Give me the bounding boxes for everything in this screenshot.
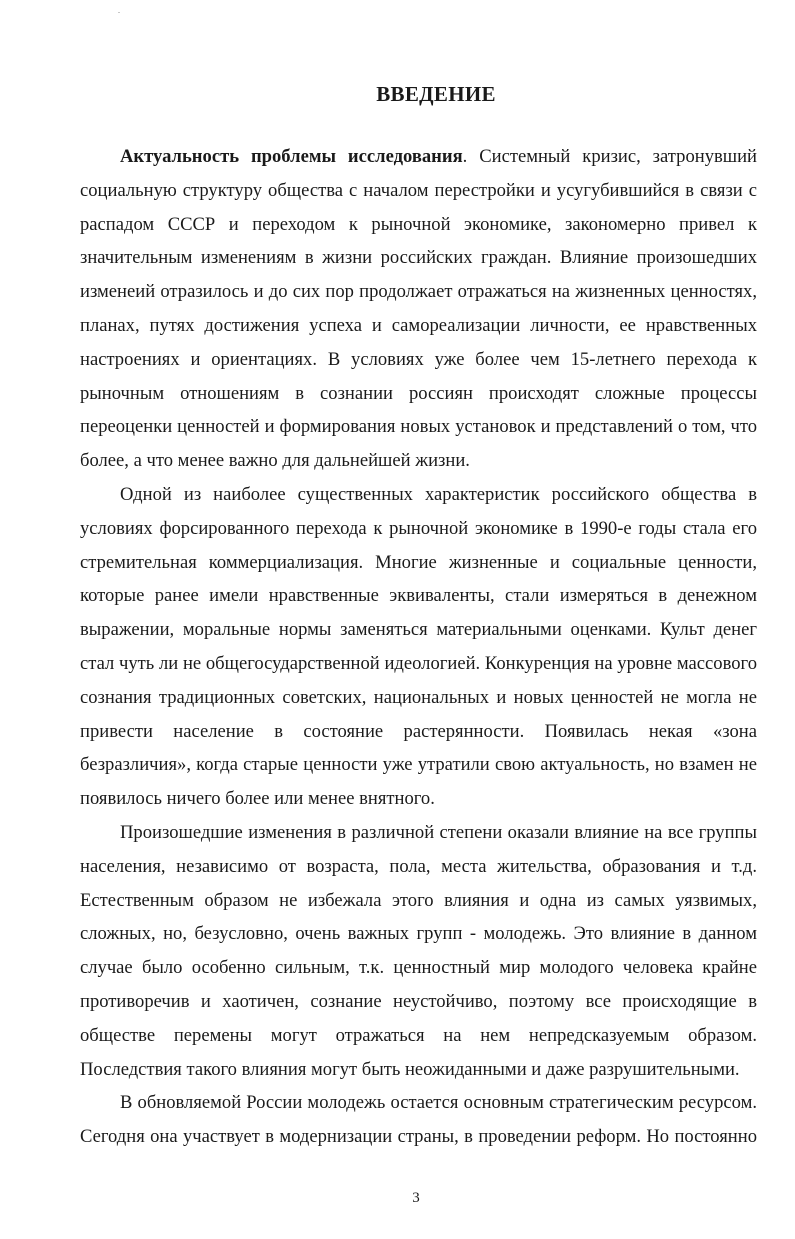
- paragraph-3: Произошедшие изменения в различной степени оказали влияние на все группы населения, независимо от возраста, пола, места жительства, образования и т.д. Естественным образом не избежала этого влияния и одна из самых уязвимых, сложных, но, безусловно, очень важных групп - молодежь. Это влияние в данном случае было особенно сильным, т.к. ценностный мир молодого человека крайне противоречив и хаотичен, сознание неустойчиво, поэтому все происходящие в обществе перемены могут отражаться на нем непредсказуемым образом. Последствия такого влияния могут быть неожиданными и даже разрушительными.: [80, 821, 757, 1080]
- paragraph-4: В обновляемой России молодежь остается основным стратегическим ресурсом. Сегодня она участвует в модернизации страны, в проведении реформ. Но постоянно: [80, 1092, 757, 1148]
- body-text: [80, 140, 757, 1154]
- page-number: 3: [412, 1190, 420, 1206]
- section-title: ВВЕДЕНИЕ: [376, 82, 496, 106]
- paragraph-text: . Системный кризис, затронувший социальную структуру общества с началом перестройки и усугубившийся в связи с распадом СССР и переходом к рыночной экономике, закономерно привел к значительным изменениям в жизни российских граждан. Влияние произошедших изменеий отразилось и до сих пор продолжает отражаться на жизненных ценностях, планах, путях достижения успеха и самореализации личности, ее нравственных настроениях и ориентациях. В условиях уже более чем 15-летнего перехода к рыночным отношениям в сознании россиян происходят сложные процессы переоценки ценностей и формирования новых установок и представлений о том, что более, а что менее важно для дальнейшей жизни.: [80, 146, 757, 472]
- scan-speck: [118, 12, 120, 13]
- paragraph-2: Одной из наиболее существенных характеристик российского общества в условиях форсированного перехода к рыночной экономике в 1990-е годы стала его стремительная коммерциализация. Многие жизненные и социальные ценности, которые ранее имели нравственные эквиваленты, стали измеряться в денежном выражении, моральные нормы заменяться материальными оценками. Культ денег стал чуть ли не общегосударственной идеологией. Конкуренция на уровне массового сознания традиционных советских, национальных и новых ценностей не могла не привести население в состояние растерянности. Появилась некая «зона безразличия», когда старые ценности уже утратили свою актуальность, но взамен не появилось ничего более или менее внятного.: [80, 483, 757, 810]
- paragraph-1: [80, 140, 757, 478]
- paragraph-lead: Актуальность проблемы исследования: [120, 146, 463, 167]
